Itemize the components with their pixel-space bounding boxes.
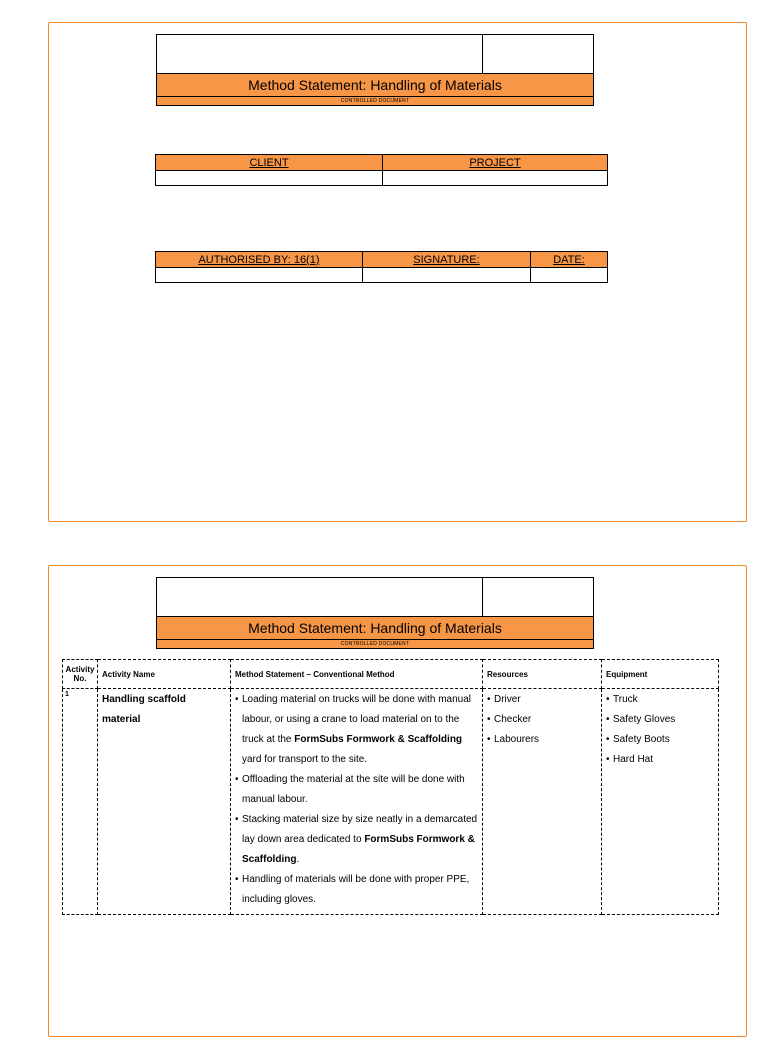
equipment-list	[606, 690, 714, 770]
document-header	[156, 34, 594, 106]
table-row	[63, 689, 719, 915]
method-item: • Stacking material size by size neatly in a demarcated lay down area dedicated to FormSubs Formwork & Scaffolding.	[235, 810, 478, 870]
resources-list	[487, 690, 597, 750]
authorised-value	[156, 268, 363, 283]
method-statement-table	[62, 659, 719, 915]
document-title: Method Statement: Handling of Materials	[156, 616, 594, 640]
equipment-cell	[602, 689, 719, 915]
resources-cell	[483, 689, 602, 915]
equipment-item: • Safety Boots	[606, 730, 714, 750]
resource-item: • Driver	[487, 690, 597, 710]
date-value	[531, 268, 608, 283]
document-subtitle: CONTROLLED DOCUMENT	[156, 97, 594, 106]
col-method: Method Statement – Conventional Method	[231, 660, 483, 689]
method-list	[235, 690, 478, 910]
client-label: CLIENT	[156, 155, 383, 171]
resource-item: • Labourers	[487, 730, 597, 750]
col-activity-no: Activity No.	[63, 660, 98, 689]
client-value	[156, 171, 383, 186]
method-item: • Offloading the material at the site will be done with manual labour.	[235, 770, 478, 810]
resource-item: • Checker	[487, 710, 597, 730]
signature-label: SIGNATURE:	[363, 252, 531, 268]
document-subtitle: CONTROLLED DOCUMENT	[156, 640, 594, 649]
activity-number: 1	[63, 689, 98, 915]
col-equipment: Equipment	[602, 660, 719, 689]
col-activity-name: Activity Name	[98, 660, 231, 689]
document-page-2	[48, 565, 747, 1037]
project-label: PROJECT	[383, 155, 608, 171]
method-item: • Handling of materials will be done with proper PPE, including gloves.	[235, 870, 478, 910]
header-logo-area	[156, 34, 594, 73]
authorised-label: AUTHORISED BY: 16(1)	[156, 252, 363, 268]
signature-value	[363, 268, 531, 283]
equipment-item: • Truck	[606, 690, 714, 710]
client-project-table	[155, 154, 608, 186]
header-logo-area	[156, 577, 594, 616]
method-item: • Loading material on trucks will be done with manual labour, or using a crane to load material on to the truck at the FormSubs Formwork & Scaffolding yard for transport to the site.	[235, 690, 478, 770]
document-page-1	[48, 22, 747, 522]
method-cell	[231, 689, 483, 915]
date-label: DATE:	[531, 252, 608, 268]
project-value	[383, 171, 608, 186]
document-title: Method Statement: Handling of Materials	[156, 73, 594, 97]
col-resources: Resources	[483, 660, 602, 689]
equipment-item: • Hard Hat	[606, 750, 714, 770]
equipment-item: • Safety Gloves	[606, 710, 714, 730]
authorisation-table	[155, 251, 608, 283]
activity-name: Handling scaffold material	[98, 689, 231, 915]
table-header-row	[63, 660, 719, 689]
document-header	[156, 577, 594, 649]
